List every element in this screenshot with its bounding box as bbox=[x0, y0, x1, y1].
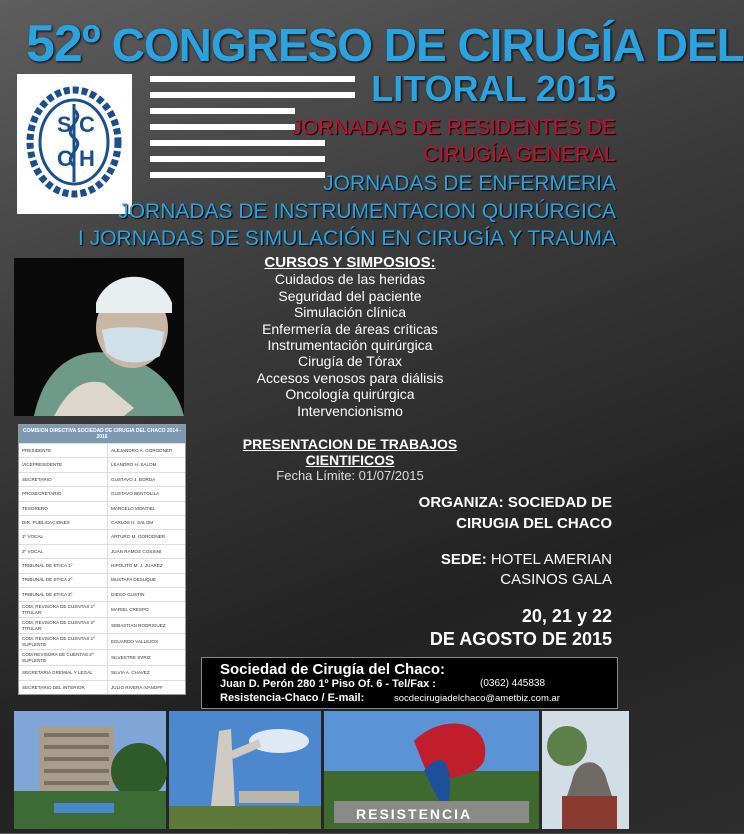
board-member: JUAN RAMOS COSSINI bbox=[111, 548, 162, 554]
contact-box bbox=[201, 657, 618, 709]
contact-phone: (0362) 445838 bbox=[480, 678, 546, 689]
board-role: PROSECRETARIO bbox=[19, 487, 108, 500]
board-role: VICEPRESIDENTE bbox=[19, 458, 108, 471]
board-member: ALEJANDRO A. GORODNER bbox=[111, 447, 173, 453]
stripe bbox=[150, 92, 355, 98]
date-line1: 20, 21 y 22 bbox=[521, 606, 612, 626]
board-member: GUSTAVO J. BORDA bbox=[111, 476, 156, 482]
society-logo bbox=[17, 74, 132, 214]
board-role: SECRETARIA GREMIAL Y LEGAL bbox=[19, 666, 108, 679]
board-row bbox=[19, 486, 185, 500]
event-date bbox=[352, 605, 612, 651]
course-item: Simulación clínica bbox=[293, 304, 407, 321]
board-role: 1º VOCAL bbox=[19, 530, 108, 543]
board-table bbox=[18, 424, 186, 695]
organizer-line2: CIRUGIA DEL CHACO bbox=[456, 515, 612, 532]
board-member: DIEGO GUSTIN bbox=[111, 591, 145, 597]
course-item: Instrumentación quirúrgica bbox=[267, 337, 433, 354]
venue-line1: HOTEL AMERIAN bbox=[490, 551, 612, 568]
board-row bbox=[19, 544, 185, 558]
board-role: COM. REVISORA DE CUENTAS 2º TITULAR bbox=[19, 618, 108, 633]
organizer bbox=[352, 492, 612, 534]
board-row bbox=[19, 443, 185, 457]
contact-address: Juan D. Perón 280 1º Piso Of. 6 - Tel/Fax : bbox=[220, 678, 436, 690]
presentations-section bbox=[230, 436, 470, 483]
board-member: MARIEL CRESPO bbox=[111, 607, 149, 613]
title-line1: CONGRESO DE CIRUGÍA DEL bbox=[111, 19, 744, 71]
stripe bbox=[150, 76, 355, 82]
board-member: SILVIA A. CHAVEZ bbox=[111, 670, 150, 676]
presentations-heading-2: CIENTIFICOS bbox=[305, 452, 395, 468]
board-row bbox=[19, 633, 185, 649]
logo-letter-1: S bbox=[57, 112, 72, 137]
board-member: SILVESTRE SVRIZ bbox=[111, 655, 151, 661]
nursing-line: JORNADAS DE ENFERMERIA bbox=[323, 172, 616, 195]
board-row bbox=[19, 665, 185, 679]
board-member: MARCELO MONTIEL bbox=[111, 505, 156, 511]
course-item: Enfermería de áreas críticas bbox=[262, 320, 438, 337]
city-photo-building bbox=[14, 711, 166, 829]
logo-letter-4: H bbox=[79, 146, 95, 171]
simulation-line: I JORNADAS DE SIMULACIÓN EN CIRUGÍA Y TRAUMA bbox=[78, 227, 616, 250]
course-item: Intervencionismo bbox=[297, 402, 403, 419]
stripe bbox=[150, 156, 325, 162]
course-item: Cirugía de Tórax bbox=[297, 353, 402, 370]
venue-label: SEDE: bbox=[440, 551, 487, 568]
board-role: TRIBUNAL DE ETICA 1º bbox=[19, 559, 108, 572]
contact-email[interactable]: socdecirugiadelchaco@ametbiz.com.ar bbox=[394, 693, 560, 704]
congress-number: 52º bbox=[26, 15, 100, 73]
board-row bbox=[19, 649, 185, 665]
stripe bbox=[150, 172, 325, 178]
board-role: COM. REVISORA DE CUENTAS 1º SUPLENTE bbox=[19, 634, 108, 649]
board-row bbox=[19, 501, 185, 515]
board-member: HIPOLITO M. J. JUAREZ bbox=[111, 563, 163, 569]
board-row bbox=[19, 573, 185, 587]
board-row bbox=[19, 529, 185, 543]
board-row bbox=[19, 617, 185, 633]
board-row bbox=[19, 472, 185, 486]
course-item: Accesos venosos para diálisis bbox=[256, 369, 444, 386]
board-role: 2º VOCAL bbox=[19, 545, 108, 558]
board-role: SECRETARIO DEL INTERIOR bbox=[19, 681, 108, 694]
board-role: TESORERO bbox=[19, 502, 108, 515]
board-row bbox=[19, 680, 185, 694]
board-member: SEBASTIAN RODRIGUEZ bbox=[111, 623, 166, 629]
instrumentation-line: JORNADAS DE INSTRUMENTACION QUIRÚRGICA bbox=[118, 200, 616, 223]
board-member: GUSTAVO BENTOLILA bbox=[111, 491, 160, 497]
board-role: SECRETARIO bbox=[19, 473, 108, 486]
congress-title bbox=[26, 14, 744, 74]
board-row bbox=[19, 601, 185, 617]
presentations-heading-1: PRESENTACION DE TRABAJOS bbox=[242, 436, 458, 452]
board-role: DIR. PUBLICACIONES bbox=[19, 516, 108, 529]
board-row bbox=[19, 587, 185, 601]
logo-letter-3: C bbox=[57, 146, 73, 171]
venue bbox=[352, 550, 612, 590]
residents-line1: JORNADAS DE RESIDENTES DE bbox=[291, 116, 616, 139]
date-line2: DE AGOSTO DE 2015 bbox=[429, 629, 612, 649]
board-row bbox=[19, 558, 185, 572]
board-role: PRESIDENTE bbox=[19, 444, 108, 457]
surgeon-photo bbox=[14, 258, 184, 416]
logo-emblem bbox=[17, 74, 132, 214]
board-member: MUSTAFA DESUQUE bbox=[111, 577, 157, 583]
city-photo-sculpture bbox=[324, 711, 539, 829]
course-item: Cuidados de las heridas bbox=[274, 271, 426, 288]
board-row bbox=[19, 457, 185, 471]
contact-name: Sociedad de Cirugía del Chaco: bbox=[220, 661, 446, 678]
board-role: TRIBUNAL DE ETICA 2º bbox=[19, 574, 108, 587]
city-photos bbox=[14, 711, 626, 829]
board-member: LEANDRO H. SALOM bbox=[111, 462, 157, 468]
venue-line2: CASINOS GALA bbox=[500, 571, 612, 588]
city-photo-statue bbox=[542, 711, 629, 829]
board-table-title: COMISION DIRECTIVA SOCIEDAD DE CIRUGIA DEL CHACO 2014 - 2016 bbox=[19, 425, 185, 443]
board-member: JULIO RIVERA IVANOFF bbox=[111, 684, 163, 690]
title-line2: LITORAL 2015 bbox=[371, 68, 616, 109]
deadline-text: Fecha Límite: 01/07/2015 bbox=[276, 468, 424, 483]
residents-line2: CIRUGÍA GENERAL bbox=[423, 143, 616, 166]
city-photo-monument bbox=[169, 711, 321, 829]
stripe bbox=[150, 140, 325, 146]
board-member: EDUARDO VALLEJOS bbox=[111, 639, 159, 645]
board-role: TRIBUNAL DE ETICA 3º bbox=[19, 588, 108, 601]
board-member: CARLOS H. SALOM bbox=[111, 519, 154, 525]
logo-letter-2: C bbox=[79, 112, 95, 137]
board-member: ARTURO M. GORODNER bbox=[111, 534, 166, 540]
board-row bbox=[19, 515, 185, 529]
courses-heading: CURSOS Y SIMPOSIOS: bbox=[264, 254, 436, 271]
stripe bbox=[150, 108, 295, 114]
contact-city: Resistencia-Chaco / E-mail: bbox=[220, 692, 365, 704]
course-item: Seguridad del paciente bbox=[278, 287, 422, 304]
courses-section bbox=[230, 255, 470, 419]
course-item: Oncología quirúrgica bbox=[285, 386, 415, 403]
board-role: COM REVISORA DE CUENTAS 2º SUPLENTE bbox=[19, 650, 108, 665]
resistencia-sign: RESISTENCIA bbox=[356, 806, 473, 822]
board-role: COM. REVISORA DE CUENTAS 1º TITULAR bbox=[19, 602, 108, 617]
organizer-line1: ORGANIZA: SOCIEDAD DE bbox=[418, 494, 612, 511]
stripe bbox=[150, 124, 295, 130]
